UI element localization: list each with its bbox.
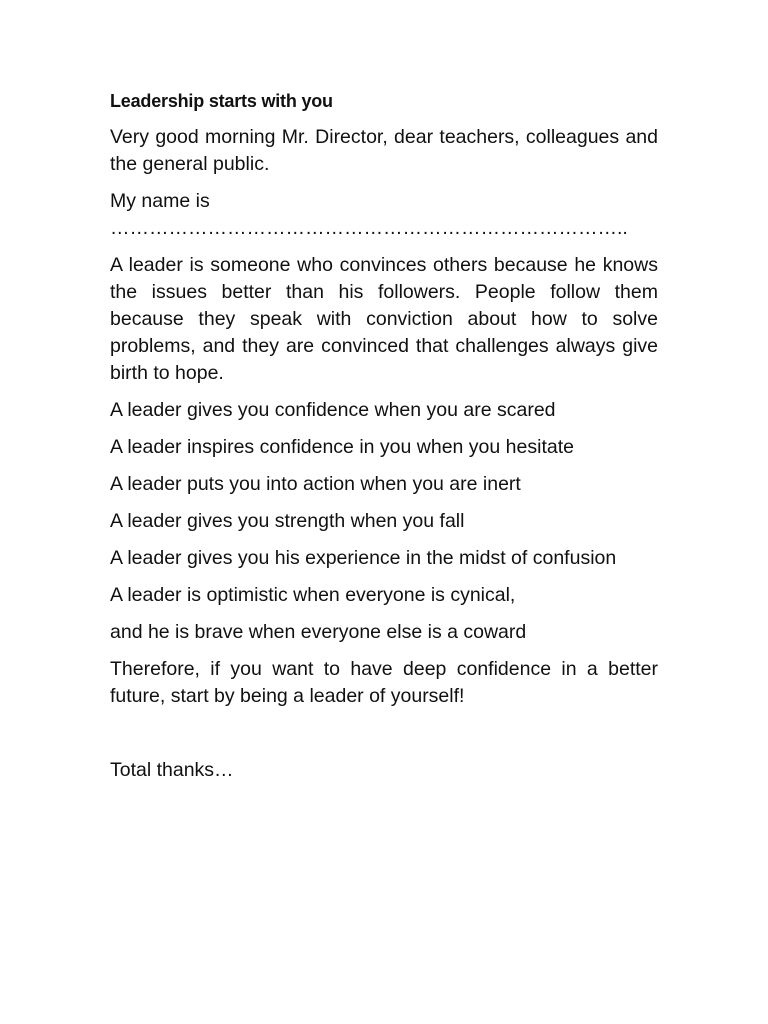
leader-line: A leader inspires confidence in you when you hesitate	[110, 436, 574, 458]
leader-line: and he is brave when everyone else is a coward	[110, 621, 527, 643]
document-title: Leadership starts with you	[110, 91, 333, 111]
greeting-paragraph: Very good morning Mr. Director, dear teachers, colleagues and the general public.	[110, 126, 658, 175]
conclusion-paragraph: Therefore, if you want to have deep confidence in a better future, start by being a leader of yourself!	[110, 658, 658, 707]
leader-line: A leader is optimistic when everyone is cynical,	[110, 584, 516, 606]
leader-line: A leader gives you confidence when you are scared	[110, 399, 556, 421]
name-blank-dots: ……………………………………………………………………..	[110, 217, 628, 239]
leader-line: A leader puts you into action when you are inert	[110, 473, 521, 495]
intro-paragraph: A leader is someone who convinces others because he knows the issues better than his followers. People follow them because they speak with conviction about how to solve problems, and they are convinced that challenges always give birth to hope.	[110, 254, 658, 384]
leader-line: A leader gives you his experience in the midst of confusion	[110, 547, 617, 569]
leader-line: A leader gives you strength when you fall	[110, 510, 465, 532]
paragraph-spacer	[110, 720, 658, 757]
closing-text: Total thanks…	[110, 759, 234, 781]
name-label: My name is	[110, 190, 210, 212]
document-page	[110, 88, 658, 794]
